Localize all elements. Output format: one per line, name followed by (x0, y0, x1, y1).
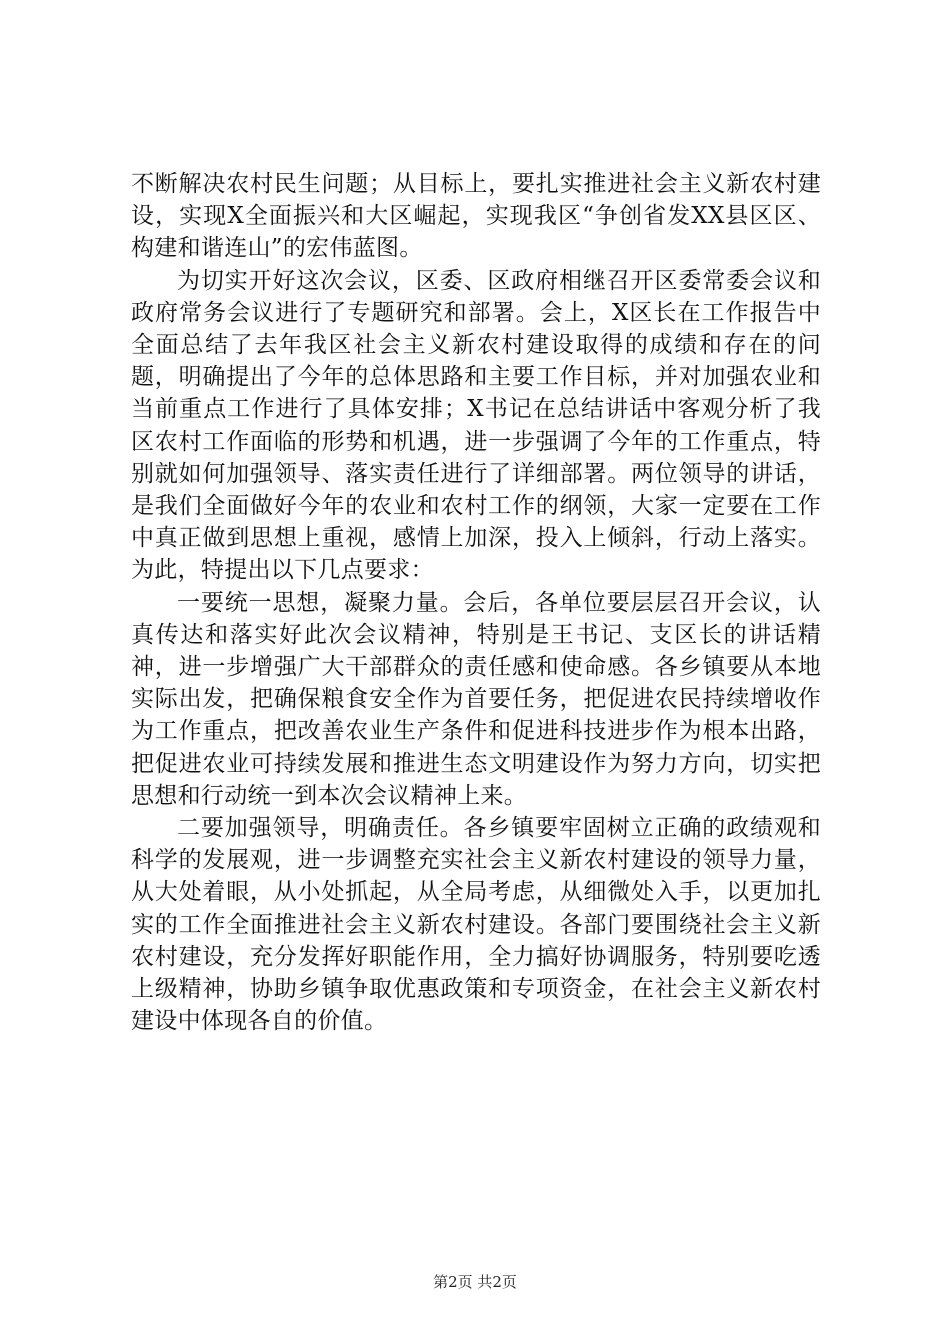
document-body (131, 168, 821, 1037)
paragraph-continuation: 不断解决农村民生问题；从目标上，要扎实推进社会主义新农村建设，实现X全面振兴和大区崛起，实现我区“争创省发XX县区区、构建和谐连山”的宏伟蓝图。 (131, 171, 821, 262)
paragraph-requirement-two: 二要加强领导，明确责任。各乡镇要牢固树立正确的政绩观和科学的发展观，进一步调整充实社会主义新农村建设的领导力量，从大处着眼，从小处抓起，从全局考虑，从细微处入手，以更加扎实的工作全面推进社会主义新农村建设。各部门要围绕社会主义新农村建设，充分发挥好职能作用，全力搞好协调服务，特别要吃透上级精神，协助乡镇争取优惠政策和专项资金，在社会主义新农村建设中体现各自的价值。 (131, 815, 821, 1035)
paragraph-meeting-summary: 为切实开好这次会议，区委、区政府相继召开区委常委会议和政府常务会议进行了专题研究和部署。会上，X区长在工作报告中全面总结了去年我区社会主义新农村建设取得的成绩和存在的问题，明确提出了今年的总体思路和主要工作目标，并对加强农业和当前重点工作进行了具体安排；X书记在总结讲话中客观分析了我区农村工作面临的形势和机遇，进一步强调了今年的工作重点，特别就如何加强领导、落实责任进行了详细部署。两位领导的讲话，是我们全面做好今年的农业和农村工作的纲领，大家一定要在工作中真正做到思想上重视，感情上加深，投入上倾斜，行动上落实。为此，特提出以下几点要求： (131, 267, 821, 584)
page-number-footer: 第2页 共2页 (433, 1273, 517, 1291)
paragraph-requirement-one: 一要统一思想，凝聚力量。会后，各单位要层层召开会议，认真传达和落实好此次会议精神，特别是王书记、支区长的讲话精神，进一步增强广大干部群众的责任感和使命感。各乡镇要从本地实际出发，把确保粮食安全作为首要任务，把促进农民持续增收作为工作重点，把改善农业生产条件和促进科技进步作为根本出路，把促进农业可持续发展和推进生态文明建设作为努力方向，切实把思想和行动统一到本次会议精神上来。 (131, 589, 821, 809)
